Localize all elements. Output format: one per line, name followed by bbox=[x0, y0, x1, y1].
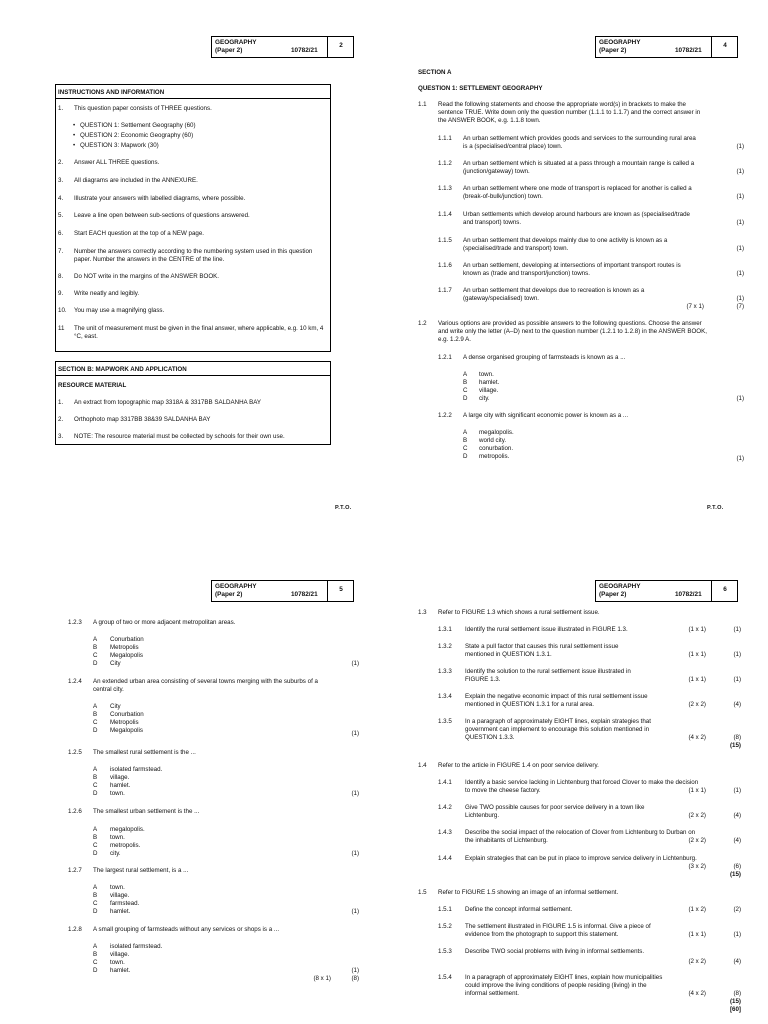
mark: (1) bbox=[736, 219, 744, 226]
mark: (1) bbox=[736, 455, 744, 462]
question-text: Describe TWO social problems with living in informal settlements. bbox=[465, 948, 645, 955]
question-text: The smallest rural settlement is the ... bbox=[93, 749, 196, 756]
resource-title: RESOURCE MATERIAL bbox=[58, 381, 127, 389]
question-text: State a pull factor that causes this rural settlement issue mentioned in QUESTION 1.3.1. bbox=[465, 643, 619, 658]
section-a-title: SECTION A bbox=[418, 69, 452, 76]
question-text: Describe the social impact of the relocation of Clover from Lichtenburg to Durban on the inhabitants of Lichtenburg. bbox=[465, 829, 696, 844]
section-b-box: SECTION B: MAPWORK AND APPLICATION RESOURCE MATERIAL 1. An extract from topographic map 3318A & 3317BB SALDANHA BAY 2. Orthophoto map 3317BB 38&39 SALDANHA BAY 3. NOTE: The resource material must be collected by schools for their own use. bbox=[55, 361, 331, 445]
option: Metropolis bbox=[110, 644, 139, 651]
instruction-item: This question paper consists of THREE questions. bbox=[74, 105, 212, 112]
question-text: An urban settlement which is situated at a pass through a mountain range is called a (junction/gateway) town. bbox=[463, 160, 695, 175]
question-text: An urban settlement where one mode of transport is replaced for another is called a (break-of-bulk/junction) town. bbox=[463, 185, 692, 200]
mark: (1) bbox=[733, 651, 741, 658]
option: town. bbox=[110, 959, 125, 966]
option: hamlet. bbox=[110, 782, 131, 789]
mark: (1) bbox=[736, 395, 744, 402]
option: metropolis. bbox=[479, 453, 510, 460]
resource-item: An extract from topographic map 3318A & 3317BB SALDANHA BAY bbox=[74, 399, 261, 406]
question-text: The settlement illustrated in FIGURE 1.5 is informal. Give a piece of evidence from the photograph to support this statement. bbox=[465, 923, 651, 938]
instructions-title: INSTRUCTIONS AND INFORMATION bbox=[58, 89, 165, 96]
mark: (8) bbox=[733, 990, 741, 997]
instruction-item: You may use a magnifying glass. bbox=[74, 307, 165, 314]
paper-code: 10782/21 bbox=[675, 591, 702, 598]
option: isolated farmstead. bbox=[110, 766, 163, 773]
paper-label: (Paper 2) bbox=[215, 46, 243, 54]
bullet-item: • QUESTION 1: Settlement Geography (60) bbox=[80, 122, 196, 130]
grand-total: [60] bbox=[729, 1006, 741, 1013]
bullet-item: • QUESTION 2: Economic Geography (60) bbox=[80, 132, 193, 140]
paper-label: (Paper 2) bbox=[215, 590, 243, 598]
option: town. bbox=[110, 884, 125, 891]
mark: (6) bbox=[733, 863, 741, 870]
option: isolated farmstead. bbox=[110, 943, 163, 950]
question-text: Urban settlements which develop around harbours are known as (specialised/trade and transport) towns. bbox=[463, 211, 691, 226]
page-header bbox=[595, 580, 738, 602]
mark: (4) bbox=[733, 958, 741, 965]
mark: (1) bbox=[736, 295, 744, 302]
question-text: Identify the solution to the rural settlement issue illustrated in FIGURE 1.3. bbox=[465, 668, 631, 683]
option: Conurbation bbox=[110, 636, 144, 643]
bullet-item: • QUESTION 3: Mapwork (30) bbox=[80, 142, 159, 150]
instruction-item: Leave a line open between sub-sections of questions answered. bbox=[74, 212, 250, 219]
question-text: Give TWO possible causes for poor service delivery in a town like Lichtenburg. bbox=[465, 804, 645, 819]
mark-calc: (2 x 2) bbox=[688, 958, 706, 965]
mark-calc: (4 x 2) bbox=[688, 734, 706, 741]
page-header bbox=[211, 580, 354, 602]
paper-label: (Paper 2) bbox=[599, 46, 627, 54]
instruction-item: Answer ALL THREE questions. bbox=[74, 159, 160, 166]
mark: (1) bbox=[351, 850, 359, 857]
mark: (1) bbox=[733, 787, 741, 794]
question-text: An urban settlement that develops due to recreation is known as a (gateway/specialised) town. bbox=[463, 287, 645, 302]
question-text: A dense organised grouping of farmsteads is known as a ... bbox=[463, 354, 626, 361]
option: City bbox=[110, 660, 121, 667]
mark: (8) bbox=[733, 734, 741, 741]
mark: (1) bbox=[351, 908, 359, 915]
mark-calc: (1 x 1) bbox=[688, 931, 706, 938]
mark: (4) bbox=[733, 701, 741, 708]
instruction-item: All diagrams are included in the ANNEXURE. bbox=[74, 177, 198, 184]
section-total: (8) bbox=[351, 975, 359, 982]
instruction-item: Illustrate your answers with labelled diagrams, where possible. bbox=[74, 195, 246, 202]
instruction-item: Do NOT write in the margins of the ANSWER BOOK. bbox=[74, 273, 219, 280]
option: Megalopolis bbox=[110, 727, 144, 734]
page-5: GEOGRAPHY (Paper 2) 10782/21 5 1.2.3 A group of two or more adjacent metropolitan areas. A Conurbation B Metropolis C Megalopolis D City (1) 1.2.4 An extended urban area consisting of several towns merging with the suburbs of a central city. A City B Conurbation C Metropolis D Megalopolis (1) 1.2.5 The smallest rural settlement is the ... A isolated farmstead. B village. C hamlet. D town. (1) 1.2.6 The smallest urban settlement is the ... A megalopolis. B town. C metropolis. D city. (1) 1.2.7 The largest rural settlement, is a ... A town. B village. C farmstead. D hamlet. (1) 1.2.8 A small grouping of farmsteads without any services or shops is a ... A isolated farmstead. B village. C town. D hamlet. (1) (8 x 1) (8) bbox=[0, 512, 384, 1024]
mark: (1) bbox=[351, 730, 359, 737]
pto-label: P.T.O. bbox=[335, 505, 352, 511]
option: metropolis. bbox=[110, 842, 141, 849]
option: city. bbox=[479, 395, 490, 402]
mark: (1) bbox=[351, 790, 359, 797]
subject-label: GEOGRAPHY bbox=[599, 39, 641, 46]
question-text: Define the concept informal settlement. bbox=[465, 906, 573, 913]
mark-calc: (7 x 1) bbox=[686, 303, 704, 310]
option: hamlet. bbox=[479, 379, 500, 386]
option: hamlet. bbox=[110, 967, 131, 974]
page-number: 6 bbox=[711, 581, 738, 601]
page-4: GEOGRAPHY (Paper 2) 10782/21 4 SECTION A QUESTION 1: SETTLEMENT GEOGRAPHY 1.1 Read the following statements and choose the appropriate word(s) in brackets to make the sentence TRUE. Write down only the question number (1.1.1 to 1.1.7) and the correct answer in the ANSWER BOOK, e.g. 1.1.8 town. 1.1.1 An urban settlement which provides goods and services to the surrounding rural area is a (specialised/central place) town. (1) 1.1.2 An urban settlement which is situated at a pass through a mountain range is called a (junction/gateway) town. (1) 1.1.3 An urban settlement where one mode of transport is replaced for another is called a (break-of-bulk/junction) town. (1) 1.1.4 Urban settlements which develop around harbours are known as (specialised/trade and transport) towns. (1) 1.1.5 An urban settlement that develops mainly due to one activity is known as a (specialised/trade and transport) town. (1) 1.1.6 An urban settlement, developing at intersections of important transport routes is known as (trade and transport/junction) towns. (1) 1.1.7 An urban settlement that develops due to recreation is known as a (gateway/specialised) town. (1) (7 x 1) (7) 1.2 Various options are provided as possible answers to the following questions. Choose the answer and write only the letter (A–D) next to the question number (1.2.1 to 1.2.8) in the ANSWER BOOK, e.g. 1.2.9 A. 1.2.1 A dense organised grouping of farmsteads is known as a ... A town. B hamlet. C village. D city. (1) 1.2.2 A large city with significant economic power is known as a ... A megalopolis. B world city. C conurbation. D metropolis. (1) P.T.O. bbox=[384, 0, 768, 512]
question-text: A group of two or more adjacent metropolitan areas. bbox=[93, 619, 236, 626]
section-total: (15) bbox=[729, 742, 741, 749]
question-text: In a paragraph of approximately EIGHT lines, explain strategies that government can implement to encourage this solution mentioned in QUESTION 1.3.3. bbox=[465, 718, 651, 741]
instruction-item: Start EACH question at the top of a NEW page. bbox=[74, 230, 205, 237]
option: farmstead. bbox=[110, 900, 140, 907]
option: town. bbox=[110, 790, 125, 797]
instruction-item: Number the answers correctly according to the numbering system used in this question paper. Number the answers in the CENTRE of the line. bbox=[74, 248, 313, 263]
mark: (4) bbox=[733, 812, 741, 819]
section-total: (15) bbox=[729, 998, 741, 1005]
option: town. bbox=[479, 371, 494, 378]
mark: (1) bbox=[733, 626, 741, 633]
subject-label: GEOGRAPHY bbox=[215, 39, 257, 46]
question-text: A small grouping of farmsteads without any services or shops is a ... bbox=[93, 926, 280, 933]
question-text: Read the following statements and choose the appropriate word(s) in brackets to make the sentence TRUE. Write down only the question number (1.1.1 to 1.1.7) and the correct answer in the ANSWER BOOK, e.g. 1.1.8 town. bbox=[438, 101, 701, 124]
option: City bbox=[110, 703, 121, 710]
paper-code: 10782/21 bbox=[291, 591, 318, 598]
option: Megalopolis bbox=[110, 652, 144, 659]
paper-code: 10782/21 bbox=[291, 47, 318, 54]
question-text: The smallest urban settlement is the ... bbox=[93, 808, 200, 815]
question-text: Refer to the article in FIGURE 1.4 on poor service delivery. bbox=[438, 762, 599, 769]
mark-calc: (2 x 2) bbox=[688, 812, 706, 819]
paper-label: (Paper 2) bbox=[599, 590, 627, 598]
option: town. bbox=[110, 834, 125, 841]
page-6: GEOGRAPHY (Paper 2) 10782/21 6 1.3 Refer to FIGURE 1.3 which shows a rural settlement issue. 1.3.1 Identify the rural settlement issue illustrated in FIGURE 1.3. (1 x 1) (1) 1.3.2 State a pull factor that causes this rural settlement issue mentioned in QUESTION 1.3.1. (1 x 1) (1) 1.3.3 Identify the solution to the rural settlement issue illustrated in FIGURE 1.3. (1 x 1) (1) 1.3.4 Explain the negative economic impact of this rural settlement issue mentioned in QUESTION 1.3.1 for a rural area. (2 x 2) (4) 1.3.5 In a paragraph of approximately EIGHT lines, explain strategies that government can implement to encourage this solution mentioned in QUESTION 1.3.3. (4 x 2) (8) (15) 1.4 Refer to the article in FIGURE 1.4 on poor service delivery. 1.4.1 Identify a basic service lacking in Lichtenburg that forced Clover to make the decision to move the cheese factory. (1 x 1) (1) 1.4.2 Give TWO possible causes for poor service delivery in a town like Lichtenburg. (2 x 2) (4) 1.4.3 Describe the social impact of the relocation of Clover from Lichtenburg to Durban on the inhabitants of Lichtenburg. (2 x 2) (4) 1.4.4 Explain strategies that can be put in place to improve service delivery in Lichtenburg. (3 x 2) (6) (15) 1.5 Refer to FIGURE 1.5 showing an image of an informal settlement. 1.5.1 Define the concept informal settlement. (1 x 2) (2) 1.5.2 The settlement illustrated in FIGURE 1.5 is informal. Give a piece of evidence from the photograph to support this statement. (1 x 1) (1) 1.5.3 Describe TWO social problems with living in informal settlements. (2 x 2) (4) 1.5.4 In a paragraph of approximately EIGHT lines, explain how municipalities could improve the living conditions of people residing (living) in the informal settlement. (4 x 2) (8) (15) [60] bbox=[384, 512, 768, 1024]
resource-item: NOTE: The resource material must be collected by schools for their own use. bbox=[74, 433, 285, 440]
mark-calc: (1 x 1) bbox=[688, 651, 706, 658]
mark: (1) bbox=[736, 168, 744, 175]
question-text: Explain the negative economic impact of this rural settlement issue mentioned in QUESTION 1.3.1 for a rural area. bbox=[465, 693, 648, 708]
question-text: An extended urban area consisting of several towns merging with the suburbs of a central city. bbox=[93, 678, 318, 693]
option: Conurbation bbox=[110, 711, 144, 718]
question-text: Refer to FIGURE 1.5 showing an image of an informal settlement. bbox=[438, 889, 619, 896]
option: Metropolis bbox=[110, 719, 139, 726]
question-1-title: QUESTION 1: SETTLEMENT GEOGRAPHY bbox=[418, 85, 543, 92]
page-header bbox=[595, 36, 738, 58]
question-text: Identify a basic service lacking in Lichtenburg that forced Clover to make the decision to move the cheese factory. bbox=[465, 779, 699, 794]
mark-calc: (8 x 1) bbox=[313, 975, 331, 982]
mark-calc: (4 x 2) bbox=[688, 990, 706, 997]
mark: (1) bbox=[351, 967, 359, 974]
question-text: An urban settlement that develops mainly due to one activity is known as a (specialised/trade and transport) town. bbox=[463, 237, 668, 252]
mark: (4) bbox=[733, 837, 741, 844]
subject-label: GEOGRAPHY bbox=[215, 583, 257, 590]
mark: (1) bbox=[351, 660, 359, 667]
option: city. bbox=[110, 850, 121, 857]
mark: (1) bbox=[736, 143, 744, 150]
page-header bbox=[211, 36, 354, 58]
question-text: Various options are provided as possible answers to the following questions. Choose the answer and write only the letter (A–D) next to the question number (1.2.1 to 1.2.8) in the ANSWER BOOK, e.g. 1.2.9 A. bbox=[438, 320, 707, 343]
paper-code: 10782/21 bbox=[675, 47, 702, 54]
mark-calc: (1 x 1) bbox=[688, 676, 706, 683]
mark: (2) bbox=[733, 906, 741, 913]
question-text: The largest rural settlement, is a ... bbox=[93, 867, 189, 874]
option: village. bbox=[110, 892, 130, 899]
mark-calc: (3 x 2) bbox=[688, 863, 706, 870]
question-text: Identify the rural settlement issue illustrated in FIGURE 1.3. bbox=[465, 626, 628, 633]
mark-calc: (1 x 1) bbox=[688, 787, 706, 794]
resource-item: Orthophoto map 3317BB 38&39 SALDANHA BAY bbox=[74, 416, 211, 423]
mark: (1) bbox=[733, 676, 741, 683]
instruction-item: The unit of measurement must be given in the final answer, where applicable, e.g. 10 km, 4 °C, east. bbox=[74, 325, 324, 340]
mark-calc: (2 x 2) bbox=[688, 701, 706, 708]
option: village. bbox=[110, 951, 130, 958]
option: village. bbox=[110, 774, 130, 781]
instructions-box: INSTRUCTIONS AND INFORMATION 1. This question paper consists of THREE questions. • QUESTION 1: Settlement Geography (60) • QUESTION 2: Economic Geography (60) • QUESTION 3: Mapwork (30) 2. Answer ALL THREE questions. 3. All diagrams are included in the ANNEXURE. 4. Illustrate your answers with labelled diagrams, where possible. 5. Leave a line open between sub-sections of questions answered. 6. Start EACH question at the top of a NEW page. 7. Number the answers correctly according to the numbering system used in this question paper. Number the answers in the CENTRE of the line. 8. Do NOT write in the margins of the ANSWER BOOK. 9. Write neatly and legibly. 10. You may use a magnifying glass. 11 The unit of measurement must be given in the final answer, where applicable, e.g. 10 km, 4 °C, east. bbox=[55, 84, 331, 352]
section-b-title: SECTION B: MAPWORK AND APPLICATION bbox=[58, 366, 187, 373]
section-total: (15) bbox=[729, 871, 741, 878]
option: hamlet. bbox=[110, 908, 131, 915]
section-total: (7) bbox=[736, 303, 744, 310]
mark: (1) bbox=[736, 270, 744, 277]
mark: (1) bbox=[736, 193, 744, 200]
subject-label: GEOGRAPHY bbox=[599, 583, 641, 590]
instruction-item: Write neatly and legibly. bbox=[74, 290, 140, 297]
question-text: A large city with significant economic power is known as a ... bbox=[463, 412, 629, 419]
mark-calc: (1 x 1) bbox=[688, 626, 706, 633]
option: megalopolis. bbox=[110, 826, 145, 833]
mark-calc: (1 x 2) bbox=[688, 906, 706, 913]
option: megalopolis. bbox=[479, 429, 514, 436]
page-number: 4 bbox=[711, 37, 738, 57]
option: conurbation. bbox=[479, 445, 514, 452]
pto-label: P.T.O. bbox=[707, 505, 724, 511]
question-text: In a paragraph of approximately EIGHT lines, explain how municipalities could improve the living conditions of people residing (living) in the informal settlement. bbox=[465, 974, 663, 997]
mark: (1) bbox=[736, 245, 744, 252]
page-2 bbox=[0, 0, 384, 512]
page-number: 5 bbox=[327, 581, 354, 601]
question-text: Explain strategies that can be put in place to improve service delivery in Lichtenburg. bbox=[465, 855, 697, 862]
page-number: 2 bbox=[327, 37, 354, 57]
question-text: An urban settlement, developing at intersections of important transport routes is known as (trade and transport/junction) towns. bbox=[463, 262, 681, 277]
question-text: An urban settlement which provides goods and services to the surrounding rural area is a (specialised/central place) town. bbox=[463, 135, 696, 150]
option: world city. bbox=[479, 437, 507, 444]
option: village. bbox=[479, 387, 499, 394]
mark: (1) bbox=[733, 931, 741, 938]
mark-calc: (2 x 2) bbox=[688, 837, 706, 844]
question-text: Refer to FIGURE 1.3 which shows a rural settlement issue. bbox=[438, 609, 600, 616]
